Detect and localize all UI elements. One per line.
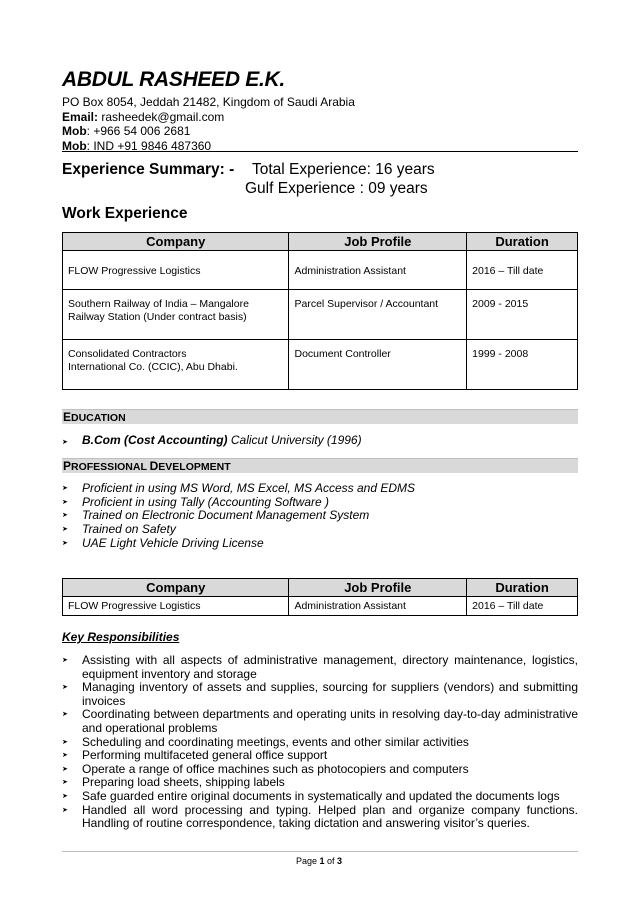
company-cell: FLOW Progressive Logistics: [63, 597, 289, 616]
bullet-arrow-icon: ➤: [62, 792, 68, 800]
key-responsibilities-title: Key Responsibilities: [62, 630, 180, 644]
bullet-arrow-icon: ➤: [62, 738, 68, 746]
bullet-arrow-icon: ➤: [62, 779, 68, 787]
bullet-arrow-icon: ➤: [62, 485, 68, 492]
table-header-row: [63, 233, 578, 251]
table-row: [63, 251, 578, 290]
company-cell: [63, 290, 289, 340]
professional-development-list: [62, 482, 578, 551]
table-row: [63, 340, 578, 390]
col-job-profile: Job Profile: [289, 233, 467, 251]
education-heading: [62, 409, 578, 424]
heading-part-rofessional: ROFESSIONAL: [71, 461, 150, 473]
footer-of-word: of: [324, 856, 338, 866]
company-name-line2: International Co. (CCIC), Abu Dhabi.: [68, 361, 238, 373]
company-name: FLOW Progressive Logistics: [68, 265, 201, 277]
profile-cell: Document Controller: [289, 340, 467, 390]
total-experience: Total Experience: 16 years: [252, 161, 435, 178]
bullet-arrow-icon: ➤: [62, 711, 68, 719]
education-item: [62, 433, 362, 447]
profile-cell: Administration Assistant: [289, 597, 467, 616]
company-cell: [63, 340, 289, 390]
company-cell: [63, 251, 289, 290]
duration-cell: 2009 - 2015: [467, 290, 578, 340]
list-item-text: Safe guarded entire original documents in systematically and updated the documents logs: [82, 788, 560, 803]
professional-development-heading: [62, 458, 578, 473]
email-value: rasheedek@gmail.com: [101, 109, 225, 124]
list-item: [62, 804, 578, 831]
list-item: [62, 790, 578, 804]
table-header-row: [63, 579, 578, 597]
degree: B.Com (Cost Accounting): [82, 433, 228, 447]
list-item: [62, 496, 578, 510]
institution: Calicut University (1996): [227, 433, 362, 447]
mobile-label-1: Mob: [62, 124, 87, 138]
email-line: [62, 110, 355, 125]
list-item-text: UAE Light Vehicle Driving License: [82, 535, 264, 550]
list-item-text: Assisting with all aspects of administrative management, directory maintenance, logistics, equipment inventory and storage: [82, 653, 578, 681]
bullet-arrow-icon: ➤: [62, 657, 68, 664]
bullet-arrow-icon: ➤: [62, 684, 68, 692]
list-item: [62, 708, 578, 735]
table-row: [63, 597, 578, 616]
current-job-table: [62, 578, 578, 616]
responsibilities-list: [62, 654, 578, 831]
heading-initial-d: D: [149, 459, 159, 473]
candidate-name: ABDUL RASHEED E.K.: [62, 68, 285, 91]
work-experience-table: [62, 232, 578, 390]
profile-cell: Parcel Supervisor / Accountant: [289, 290, 467, 340]
mobile-value-1: : +966 54 006 2681: [86, 124, 191, 138]
work-experience-title: Work Experience: [62, 205, 188, 222]
col-duration: Duration: [467, 233, 578, 251]
bullet-arrow-icon: ➤: [62, 526, 68, 534]
bullet-arrow-icon: ➤: [62, 752, 68, 760]
list-item-text: Handled all word processing and typing. Helped plan and organize company functions. Handling of routine correspondence, taking dictation and answering visitor’s queries.: [82, 802, 578, 831]
list-item-text: Trained on Electronic Document Management System: [82, 508, 370, 523]
bullet-arrow-icon: ➤: [62, 512, 68, 520]
gulf-experience: Gulf Experience : 09 years: [245, 180, 428, 197]
list-item: [62, 523, 578, 537]
heading-part-evelopment: EVELOPMENT: [158, 461, 231, 473]
list-item: [62, 681, 578, 708]
profile-cell: Administration Assistant: [289, 251, 467, 290]
list-item: [62, 482, 578, 496]
header-divider: [62, 151, 578, 152]
footer-page-word: Page: [295, 856, 320, 866]
list-item: [62, 736, 578, 750]
summary-label: Experience Summary: -: [62, 161, 235, 178]
col-job-profile: Job Profile: [289, 579, 467, 597]
list-item-text: Preparing load sheets, shipping labels: [82, 775, 285, 790]
list-item-text: Operate a range of office machines such as photocopiers and computers: [82, 761, 469, 776]
list-item-text: Coordinating between departments and operating units in resolving day-to-day administrative and operational problems: [82, 707, 578, 735]
list-item: [62, 654, 578, 681]
bullet-arrow-icon: ➤: [62, 539, 68, 547]
footer-divider: [62, 851, 578, 852]
bullet-arrow-icon: ➤: [62, 806, 68, 814]
company-name-line2: Railway Station (Under contract basis): [68, 311, 247, 323]
education-heading-rest: DUCATION: [71, 412, 126, 424]
col-duration: Duration: [467, 579, 578, 597]
mobile-value-2: : IND +91 9846 487360: [86, 138, 212, 153]
col-company: Company: [63, 579, 289, 597]
education-heading-initial: E: [63, 410, 72, 424]
duration-cell: 1999 - 2008: [467, 340, 578, 390]
company-name: Southern Railway of India – Mangalore: [68, 298, 249, 310]
list-item-text: Proficient in using Tally (Accounting Software ): [82, 494, 330, 509]
address: PO Box 8054, Jeddah 21482, Kingdom of Saudi Arabia: [62, 95, 355, 109]
list-item-text: Trained on Safety: [82, 522, 176, 537]
list-item-text: Managing inventory of assets and supplies, sourcing for suppliers (vendors) and submitting invoices: [82, 680, 578, 708]
list-item: [62, 763, 578, 777]
mobile-label-2: Mob: [62, 138, 87, 153]
page-number: 1: [319, 856, 325, 866]
mobile-line-1: [62, 124, 355, 139]
list-item: [62, 776, 578, 790]
page-footer: [0, 856, 638, 866]
list-item-text: Proficient in using MS Word, MS Excel, MS Access and EDMS: [82, 481, 415, 495]
duration-cell: 2016 – Till date: [467, 597, 578, 616]
bullet-arrow-icon: ➤: [62, 765, 68, 773]
company-name: Consolidated Contractors: [68, 348, 187, 360]
list-item-text: Scheduling and coordinating meetings, events and other similar activities: [82, 734, 469, 749]
list-item-text: Performing multifaceted general office support: [82, 748, 328, 763]
list-item: [62, 509, 578, 523]
table-row: [63, 290, 578, 340]
email-label: Email:: [62, 109, 99, 124]
experience-summary: [62, 160, 435, 198]
list-item: [62, 537, 578, 551]
duration-cell: 2016 – Till date: [467, 251, 578, 290]
heading-initial-p: P: [63, 459, 72, 473]
bullet-arrow-icon: ➤: [62, 498, 68, 506]
col-company: Company: [63, 233, 289, 251]
contact-block: [62, 95, 355, 153]
list-item: [62, 749, 578, 763]
bullet-arrow-icon: ➤: [62, 439, 68, 446]
page-total: 3: [337, 856, 343, 866]
